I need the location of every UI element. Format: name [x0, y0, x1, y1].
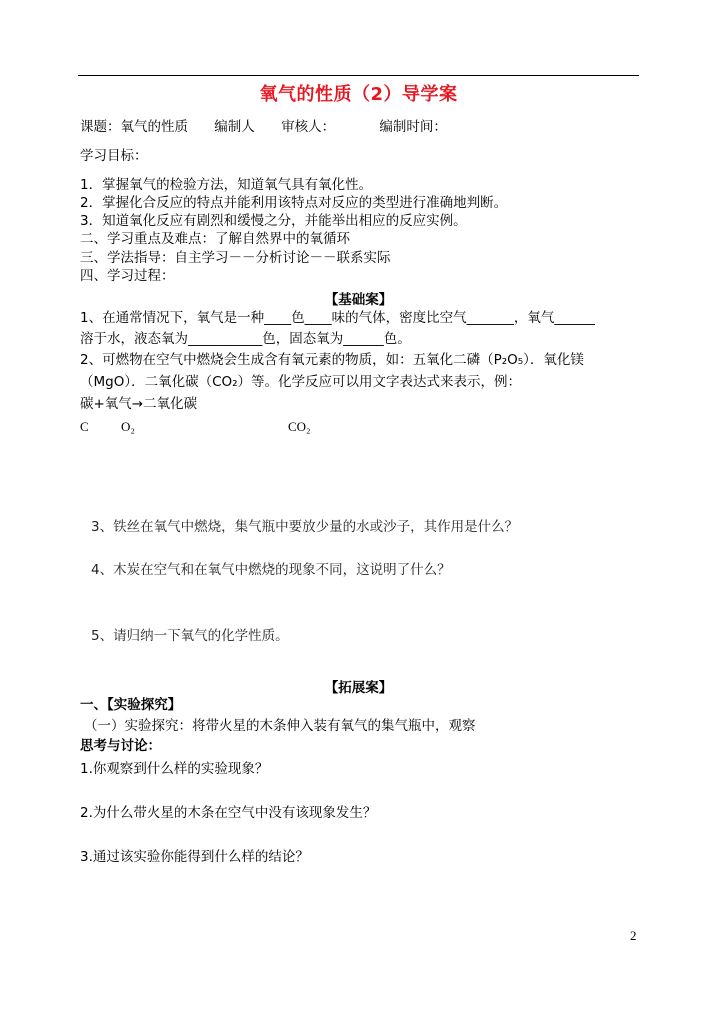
objective-item: 2．掌握化合反应的特点并能利用该特点对反应的类型进行准确地判断。 — [80, 195, 508, 211]
discussion-question-1: 1.你观察到什么样的实验现象？ — [80, 761, 269, 777]
meta-reviewer: 审核人： — [281, 119, 336, 135]
meta-editor: 编制人 — [214, 119, 255, 135]
formula-c: C — [80, 419, 89, 434]
question-5: 5、请归纳一下氧气的化学性质。 — [91, 628, 289, 644]
reaction-words: 碳+氧气→二氧化碳 — [80, 396, 198, 412]
question-2-line-1: 2、可燃物在空气中燃烧会生成含有氧元素的物质，如：五氧化二磷（P₂O₅）．氧化镁 — [80, 352, 584, 368]
discussion-question-3: 3.通过该实验你能得到什么样的结论？ — [80, 849, 309, 865]
question-1-line-2: 溶于水，液态氧为___________色，固态氧为______色。 — [80, 331, 411, 347]
meta-date: 编制时间： — [379, 119, 447, 135]
question-1-line-1: 1、在通常情况下，氧气是一种____色____味的气体，密度比空气_______，氧气______ — [80, 310, 595, 326]
question-4: 4、木炭在空气和在氧气中燃烧的现象不同，这说明了什么？ — [91, 562, 451, 578]
objectives-heading: 学习目标： — [80, 148, 148, 164]
meta-topic: 课题：氧气的性质 — [80, 119, 188, 135]
section-method: 三、学法指导：自主学习－－分析讨论－－联系实际 — [80, 250, 391, 266]
header-rule — [78, 75, 639, 76]
section-process: 四、学习过程： — [80, 268, 175, 284]
extension-heading: 【拓展案】 — [324, 680, 393, 696]
objective-item: 1．掌握氧气的检验方法，知道氧气具有氧化性。 — [80, 177, 373, 193]
question-3: 3、铁丝在氧气中燃烧，集气瓶中要放少量的水或沙子，其作用是什么？ — [91, 519, 519, 535]
page-number: 2 — [630, 928, 637, 943]
formula-o2: O₂ — [121, 419, 135, 434]
experiment-heading: 一、【实验探究】 — [80, 697, 182, 713]
basic-heading: 【基础案】 — [324, 292, 393, 308]
formula-co2: CO₂ — [288, 419, 311, 434]
experiment-text: （一）实验探究：将带火星的木条伸入装有氧气的集气瓶中，观察 — [84, 718, 476, 734]
discussion-heading: 思考与讨论： — [80, 738, 161, 754]
objective-item: 3．知道氧化反应有剧烈和缓慢之分，并能举出相应的反应实例。 — [80, 213, 467, 229]
meta-row — [80, 118, 469, 136]
discussion-question-2: 2.为什么带火星的木条在空气中没有该现象发生？ — [80, 805, 377, 821]
document-title: 氧气的性质（2）导学案 — [259, 84, 458, 105]
question-2-line-2: （MgO）．二氧化碳（CO₂）等。化学反应可以用文字表达式来表示，例： — [80, 374, 522, 390]
section-key-points: 二、学习重点及难点：了解自然界中的氧循环 — [80, 231, 350, 247]
